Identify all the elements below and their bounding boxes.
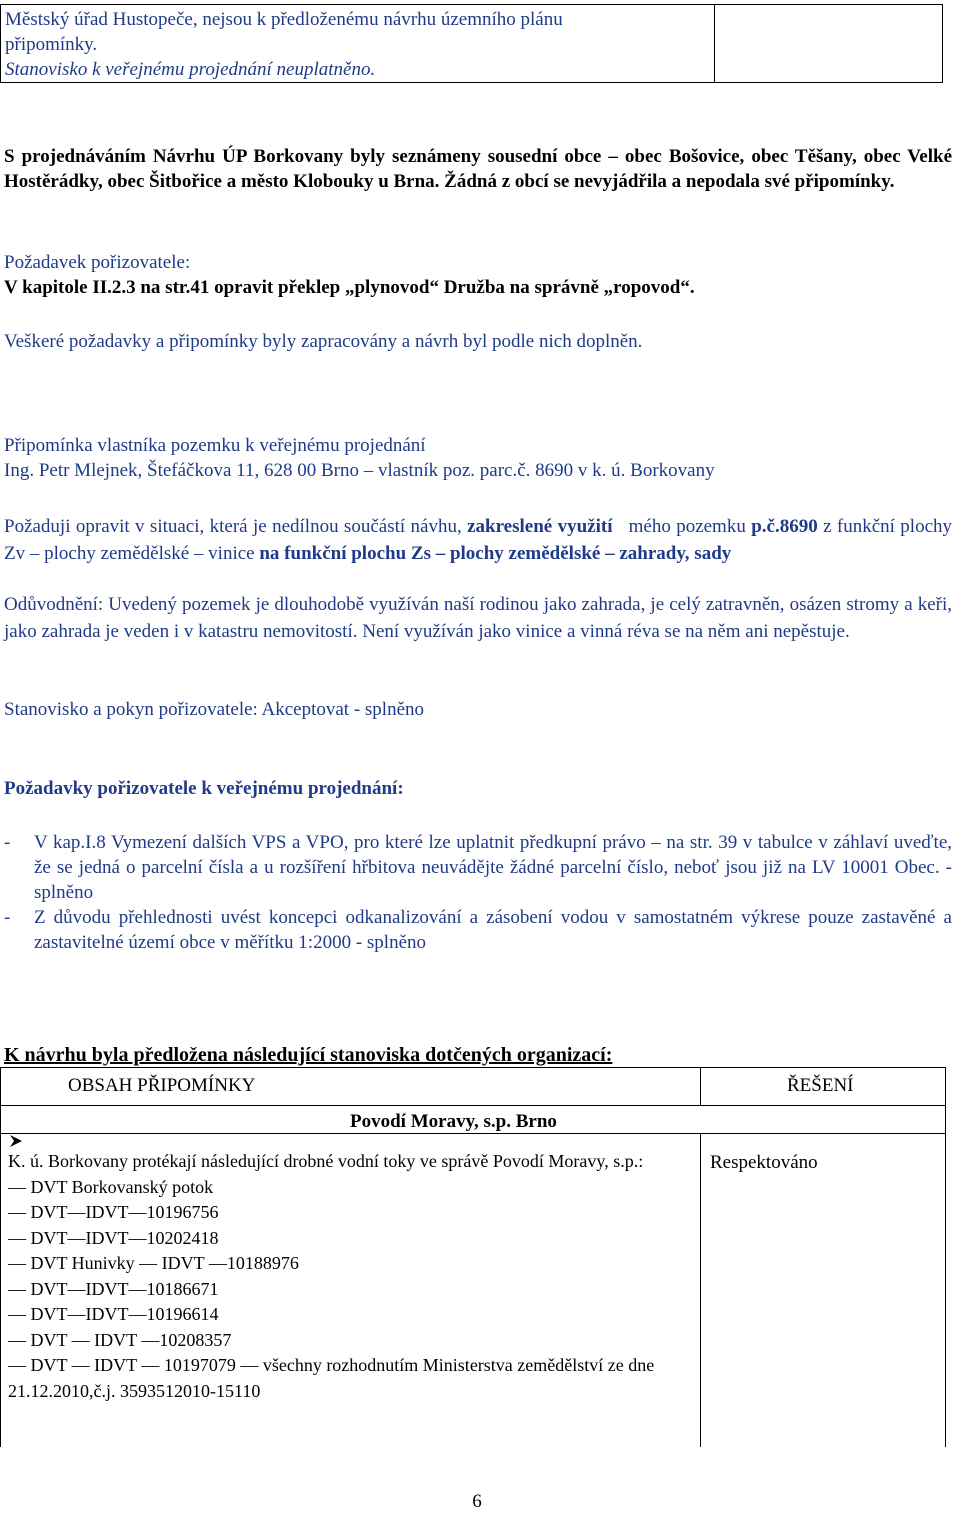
list-item: - V kap.I.8 Vymezení dalších VPS a VPO, pro které lze uplatnit předkupní právo – na str. 39 v tabulce v záhlaví uveďte, že se jedná o parcelní čísla a u rozšíření hřbitova neuvádějte žádné parcelní číslo, neboť jsou již na LV 10001 Obec. - splněno bbox=[4, 832, 952, 903]
top-table-line-1: Městský úřad Hustopeče, nejsou k předloženému návrhu územního plánu bbox=[5, 9, 563, 30]
list-item: - Z důvodu přehlednosti uvést koncepci odkanalizování a zásobení vodou v samostatném výkrese pouze zastavěné a zastavitelné území obce v měřítku 1:2000 - splněno bbox=[4, 907, 952, 953]
owner-comment-author: Ing. Petr Mlejnek, Štefáčkova 11, 628 00 Brno – vlastník poz. parc.č. 8690 v k. ú. Borkovany bbox=[4, 460, 715, 481]
public-requirements-section bbox=[4, 776, 952, 801]
arrow-bullet-icon bbox=[8, 1133, 24, 1149]
opinion-intro: K. ú. Borkovany protékají následující drobné vodní toky ve správě Povodí Moravy, s.p.: bbox=[8, 1151, 644, 1171]
all-processed-note: Veškeré požadavky a připomínky byly zapracovány a návrh byl podle nich doplněn. bbox=[4, 331, 643, 352]
requirement-text: V kapitole II.2.3 na str.41 opravit překlep „plynovod“ Družba na správně „ropovod“. bbox=[4, 277, 695, 298]
page-number: 6 bbox=[472, 1491, 482, 1512]
owner-request: Požaduji opravit v situaci, která je nedílnou součástí návhu, zakreslené využití mého pozemku p.č.8690 z funkční plochy Zv – plochy zemědělské – vinice na funkční plochu Zs – plochy zemědělské – zahrady, sady bbox=[4, 516, 953, 564]
col-header-content: OBSAH PŘIPOMÍNKY bbox=[68, 1075, 256, 1096]
requirement-title: Požadavek pořizovatele: bbox=[4, 252, 191, 273]
opinion-resolution: Respektováno bbox=[710, 1152, 818, 1173]
top-table-line-2: připomínky. bbox=[5, 34, 98, 55]
organization-name: Povodí Moravy, s.p. Brno bbox=[350, 1111, 557, 1132]
stream-item: — DVT—IDVT—10202418 bbox=[8, 1227, 219, 1248]
requirement-section bbox=[4, 250, 952, 300]
stream-item: — DVT Borkovanský potok bbox=[8, 1176, 214, 1197]
stream-item: — DVT — IDVT —10208357 bbox=[8, 1329, 232, 1350]
stream-item: — DVT — IDVT — 10197079 — všechny rozhodnutím Ministerstva zemědělství ze dne 21.12.2010,č.j. 3593512010-15110 bbox=[8, 1355, 655, 1401]
owner-decision: Stanovisko a pokyn pořizovatele: Akceptovat - splněno bbox=[4, 699, 425, 720]
stream-item: — DVT—IDVT—10196614 bbox=[8, 1304, 219, 1324]
owner-comment-section bbox=[4, 433, 952, 483]
neighbors-paragraph: S projednáváním Návrhu ÚP Borkovany byly seznámeny sousední obce – obec Bošovice, obec Těšany, obec Velké Hostěrádky, obec Šitbořice a město Klobouky u Brna. Žádná z obcí se nevyjádřila a nepodala své připomínky. bbox=[4, 146, 952, 192]
top-table-content-cell bbox=[1, 5, 715, 82]
opinion-content bbox=[8, 1131, 692, 1404]
public-requirements-title: Požadavky pořizovatele k veřejnému projednání: bbox=[4, 778, 404, 799]
opinions-table bbox=[0, 1067, 946, 1447]
stream-item: — DVT—IDVT—10196756 bbox=[8, 1202, 219, 1222]
public-requirements-list bbox=[4, 830, 952, 955]
stream-item: — DVT—IDVT—10186671 bbox=[8, 1278, 219, 1299]
section-heading: K návrhu byla předložena následující stanoviska dotčených organizací: bbox=[4, 1044, 613, 1066]
stream-item: — DVT Hunivky — IDVT —10188976 bbox=[8, 1253, 299, 1273]
top-table-line-3: Stanovisko k veřejnému projednání neuplatněno. bbox=[5, 59, 376, 80]
top-table bbox=[0, 4, 943, 83]
owner-justification: Odůvodnění: Uvedený pozemek je dlouhodobě využíván naší rodinou jako zahrada, je celý zatravněn, osázen stromy a keři, jako zahrada je veden i v katastru nemovitostí. Není využíván jako vinice a vinná réva se na něm ani nepěstuje. bbox=[4, 594, 952, 642]
col-header-resolution: ŘEŠENÍ bbox=[787, 1075, 854, 1096]
owner-comment-title: Připomínka vlastníka pozemku k veřejnému projednání bbox=[4, 435, 426, 456]
